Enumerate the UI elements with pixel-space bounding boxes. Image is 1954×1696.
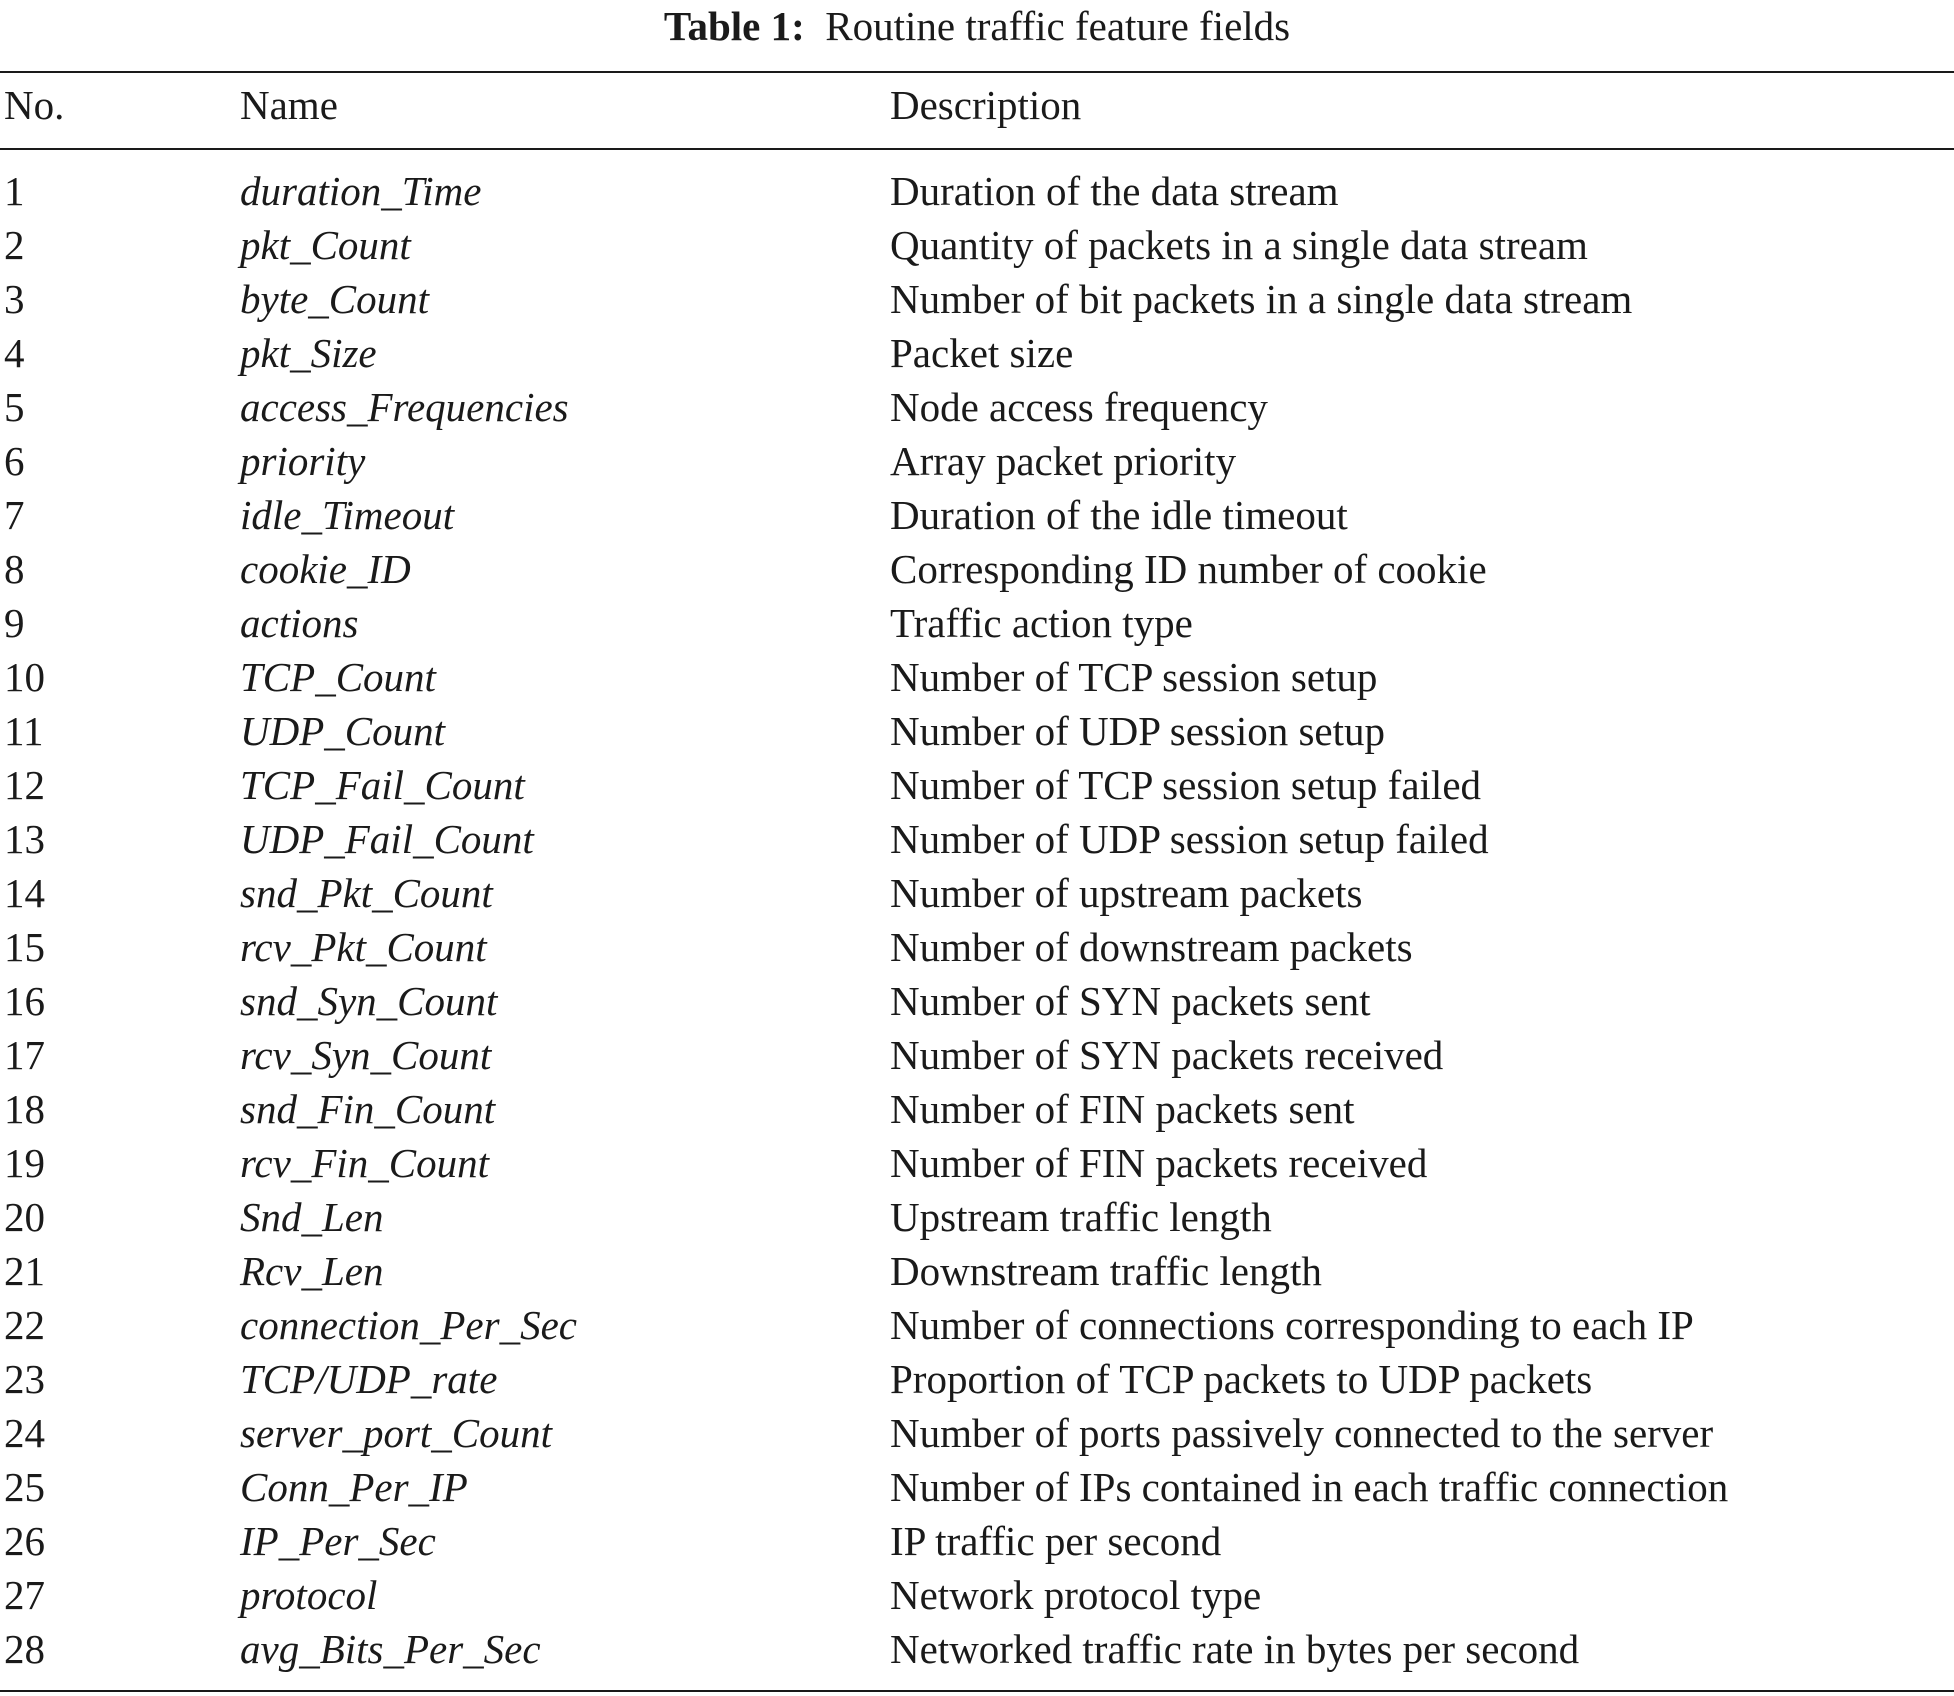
row-no-cell: 5 [4,384,25,430]
row-no-cell: 16 [4,978,45,1024]
row-name-cell: snd_Fin_Count [240,1086,496,1132]
row-no-cell: 13 [4,816,45,862]
row-name-cell: priority [240,438,366,484]
row-no-cell: 27 [4,1572,45,1618]
row-name-cell: connection_Per_Sec [240,1302,577,1348]
row-name-cell: duration_Time [240,168,482,214]
row-description-cell: Node access frequency [890,384,1268,430]
row-no-cell: 17 [4,1032,45,1078]
row-name-cell: avg_Bits_Per_Sec [240,1626,541,1672]
table-row [0,866,1954,920]
header-name: Name [240,82,338,128]
row-no-cell: 26 [4,1518,45,1564]
table-top-rule [0,71,1954,73]
table-body [0,164,1954,1676]
row-description-cell: Number of SYN packets received [890,1032,1444,1078]
table-row [0,488,1954,542]
row-no-cell: 6 [4,438,25,484]
row-name-cell: Conn_Per_IP [240,1464,468,1510]
row-description-cell: Number of FIN packets sent [890,1086,1355,1132]
row-no-cell: 1 [4,168,25,214]
row-description-cell: Number of ports passively connected to the server [890,1410,1714,1456]
table-row [0,974,1954,1028]
table-header-rule [0,148,1954,150]
table-row [0,1136,1954,1190]
table-row [0,326,1954,380]
row-name-cell: TCP/UDP_rate [240,1356,498,1402]
row-description-cell: Array packet priority [890,438,1237,484]
table-row [0,1244,1954,1298]
row-description-cell: Duration of the idle timeout [890,492,1348,538]
row-name-cell: UDP_Fail_Count [240,816,534,862]
row-no-cell: 19 [4,1140,45,1186]
row-no-cell: 2 [4,222,25,268]
row-description-cell: Corresponding ID number of cookie [890,546,1487,592]
table-caption [0,2,1954,50]
row-no-cell: 20 [4,1194,45,1240]
row-no-cell: 24 [4,1410,45,1456]
row-no-cell: 8 [4,546,25,592]
row-name-cell: Snd_Len [240,1194,384,1240]
table-row [0,1298,1954,1352]
row-name-cell: access_Frequencies [240,384,569,430]
row-description-cell: Number of bit packets in a single data stream [890,276,1633,322]
table-row [0,434,1954,488]
row-description-cell: Proportion of TCP packets to UDP packets [890,1356,1593,1402]
row-name-cell: pkt_Size [240,330,377,376]
caption-label: Table 1: [663,3,805,49]
row-description-cell: IP traffic per second [890,1518,1222,1564]
table-row [0,1568,1954,1622]
row-description-cell: Number of UDP session setup failed [890,816,1489,862]
row-description-cell: Downstream traffic length [890,1248,1322,1294]
row-name-cell: cookie_ID [240,546,411,592]
row-no-cell: 7 [4,492,25,538]
table-row [0,920,1954,974]
row-description-cell: Number of upstream packets [890,870,1363,916]
table-row [0,1082,1954,1136]
table-row [0,812,1954,866]
row-name-cell: protocol [240,1572,378,1618]
table-bottom-rule [0,1690,1954,1692]
row-no-cell: 3 [4,276,25,322]
row-no-cell: 14 [4,870,45,916]
row-no-cell: 18 [4,1086,45,1132]
row-name-cell: rcv_Pkt_Count [240,924,487,970]
table-row [0,596,1954,650]
row-description-cell: Number of connections corresponding to each IP [890,1302,1694,1348]
row-no-cell: 4 [4,330,25,376]
row-no-cell: 15 [4,924,45,970]
table-row [0,1622,1954,1676]
row-description-cell: Duration of the data stream [890,168,1339,214]
header-description: Description [890,82,1082,128]
header-no: No. [4,82,65,128]
row-name-cell: snd_Syn_Count [240,978,498,1024]
row-name-cell: Rcv_Len [240,1248,384,1294]
table-row [0,1352,1954,1406]
row-name-cell: byte_Count [240,276,430,322]
row-no-cell: 25 [4,1464,45,1510]
row-name-cell: snd_Pkt_Count [240,870,493,916]
row-description-cell: Upstream traffic length [890,1194,1272,1240]
row-no-cell: 9 [4,600,25,646]
table-header-row [0,78,1954,132]
row-name-cell: IP_Per_Sec [240,1518,436,1564]
table-row [0,758,1954,812]
row-no-cell: 10 [4,654,45,700]
row-no-cell: 28 [4,1626,45,1672]
row-no-cell: 11 [4,708,44,754]
row-description-cell: Number of UDP session setup [890,708,1386,754]
table-row [0,1460,1954,1514]
row-description-cell: Network protocol type [890,1572,1262,1618]
row-description-cell: Number of IPs contained in each traffic connection [890,1464,1729,1510]
table-row [0,704,1954,758]
table-row [0,272,1954,326]
table-row [0,164,1954,218]
table-row [0,1028,1954,1082]
row-description-cell: Traffic action type [890,600,1193,646]
table-row [0,650,1954,704]
row-description-cell: Number of FIN packets received [890,1140,1428,1186]
row-description-cell: Number of TCP session setup failed [890,762,1482,808]
row-name-cell: idle_Timeout [240,492,455,538]
row-name-cell: server_port_Count [240,1410,553,1456]
row-no-cell: 21 [4,1248,45,1294]
table-row [0,542,1954,596]
table-row [0,1514,1954,1568]
table-row [0,1190,1954,1244]
table-row [0,380,1954,434]
row-description-cell: Number of TCP session setup [890,654,1378,700]
row-description-cell: Number of SYN packets sent [890,978,1371,1024]
row-name-cell: TCP_Fail_Count [240,762,525,808]
row-name-cell: rcv_Fin_Count [240,1140,490,1186]
row-description-cell: Quantity of packets in a single data stream [890,222,1588,268]
row-name-cell: rcv_Syn_Count [240,1032,492,1078]
row-no-cell: 12 [4,762,45,808]
row-name-cell: UDP_Count [240,708,445,754]
row-name-cell: TCP_Count [240,654,436,700]
table-row [0,1406,1954,1460]
row-name-cell: actions [240,600,359,646]
row-no-cell: 22 [4,1302,45,1348]
caption-title: Routine traffic feature fields [825,3,1291,49]
row-name-cell: pkt_Count [240,222,411,268]
row-description-cell: Number of downstream packets [890,924,1413,970]
table-row [0,218,1954,272]
row-no-cell: 23 [4,1356,45,1402]
row-description-cell: Networked traffic rate in bytes per second [890,1626,1580,1672]
row-description-cell: Packet size [890,330,1074,376]
